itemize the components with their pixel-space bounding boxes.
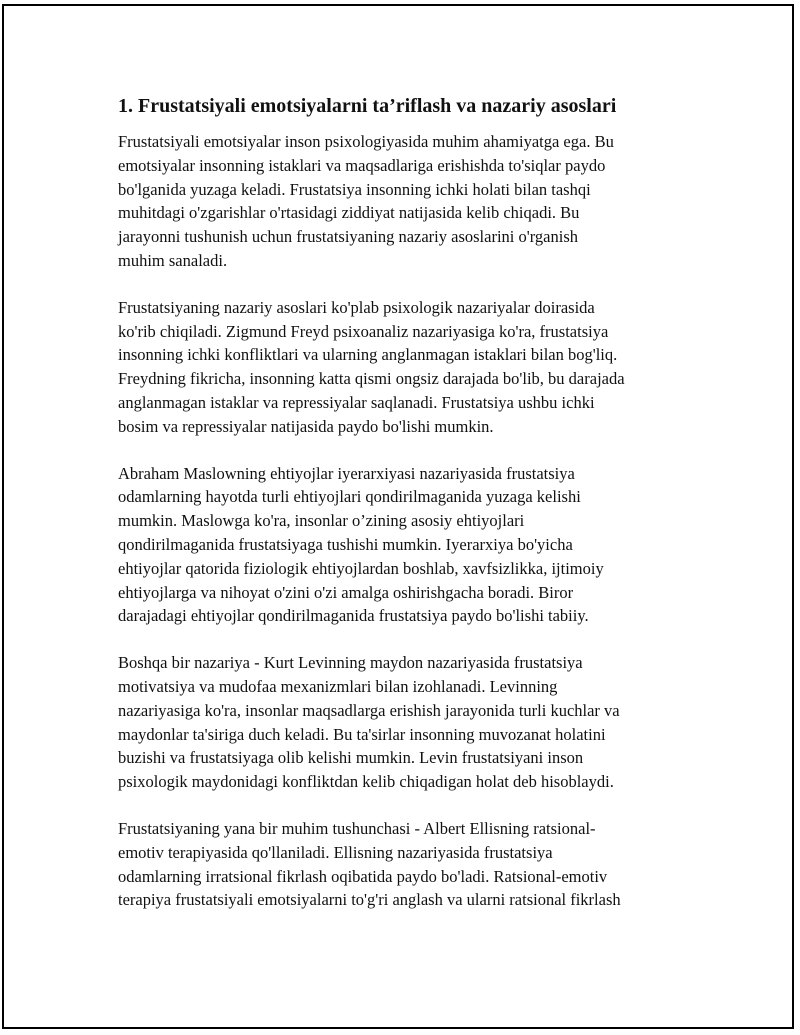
text-line: insonning ichki konfliktlari va ularning anglanmagan istaklari bilan bog'liq. [118,345,618,365]
text-line: Freydning fikricha, insonning katta qismi ongsiz darajada bo'lib, bu darajada [118,369,625,389]
document-body [118,92,683,935]
paragraph-2 [118,296,683,439]
text-line: Frustatsiyaning nazariy asoslari ko'plab psixologik nazariyalar doirasida [118,297,595,317]
text-line: maydonlar ta'siriga duch keladi. Bu ta'sirlar insonning muvozanat holatini [118,724,606,744]
text-line: muhitdagi o'zgarishlar o'rtasidagi ziddiyat natijasida kelib chiqadi. Bu [118,203,580,223]
text-line: mumkin. Maslowga ko'ra, insonlar o’zining asosiy ehtiyojlari [118,511,525,531]
text-line: emotsiyalar insonning istaklari va maqsadlariga erishishda to'siqlar paydo [118,155,606,175]
text-line: Boshqa bir nazariya - Kurt Levinning maydon nazariyasida frustatsiya [118,653,583,673]
text-line: Frustatsiyali emotsiyalar inson psixologiyasida muhim ahamiyatga ega. Bu [118,132,614,151]
text-line: Frustatsiyaning yana bir muhim tushunchasi - Albert Ellisning ratsional- [118,818,596,838]
text-line: muhim sanaladi. [118,250,228,270]
text-line: buzishi va frustatsiyaga olib kelishi mumkin. Levin frustatsiyani inson [118,748,584,768]
paragraph-4 [118,651,683,794]
text-line: anglanmagan istaklar va repressiyalar saqlanadi. Frustatsiya ushbu ichki [118,392,595,412]
text-line: ehtiyojlarga va nihoyat o'zini o'zi amalga oshirishgacha boradi. Biror [118,582,574,602]
paragraph-5 [118,817,683,912]
text-line: odamlarning irratsional fikrlash oqibatida paydo bo'ladi. Ratsional-emotiv [118,866,608,886]
text-line: qondirilmaganida frustatsiyaga tushishi mumkin. Iyerarxiya bo'yicha [118,534,573,554]
text-line: bosim va repressiyalar natijasida paydo bo'lishi mumkin. [118,416,494,436]
text-line: emotiv terapiyasida qo'llaniladi. Ellisning nazariyasida frustatsiya [118,842,553,862]
text-line: psixologik maydonidagi konfliktdan kelib chiqadigan holat deb hisoblaydi. [118,772,614,792]
paragraph-1 [118,130,683,273]
text-line: terapiya frustatsiyali emotsiyalarni to'g'ri anglash va ularni ratsional fikrlash [118,890,621,910]
text-line: ehtiyojlar qatorida fiziologik ehtiyojlardan boshlab, xavfsizlikka, ijtimoiy [118,558,604,578]
text-line: darajadagi ehtiyojlar qondirilmaganida frustatsiya paydo bo'lishi tabiiy. [118,606,589,626]
text-line: nazariyasiga ko'ra, insonlar maqsadlarga erishish jarayonida turli kuchlar va [118,700,620,720]
text-line: jarayonni tushunish uchun frustatsiyaning nazariy asoslarini o'rganish [118,227,578,247]
text-line: bo'lganida yuzaga keladi. Frustatsiya insonning ichki holati bilan tashqi [118,179,591,199]
section-heading: 1. Frustatsiyali emotsiyalarni ta’riflash va nazariy asoslari [118,95,617,117]
text-line: motivatsiya va mudofaa mexanizmlari bilan izohlanadi. Levinning [118,676,558,696]
text-line: Abraham Maslowning ehtiyojlar iyerarxiyasi nazariyasida frustatsiya [118,463,575,483]
text-line: odamlarning hayotda turli ehtiyojlari qondirilmaganida yuzaga kelishi [118,487,581,507]
paragraph-3 [118,462,683,629]
text-line: ko'rib chiqiladi. Zigmund Freyd psixoanaliz nazariyasiga ko'ra, frustatsiya [118,321,609,341]
